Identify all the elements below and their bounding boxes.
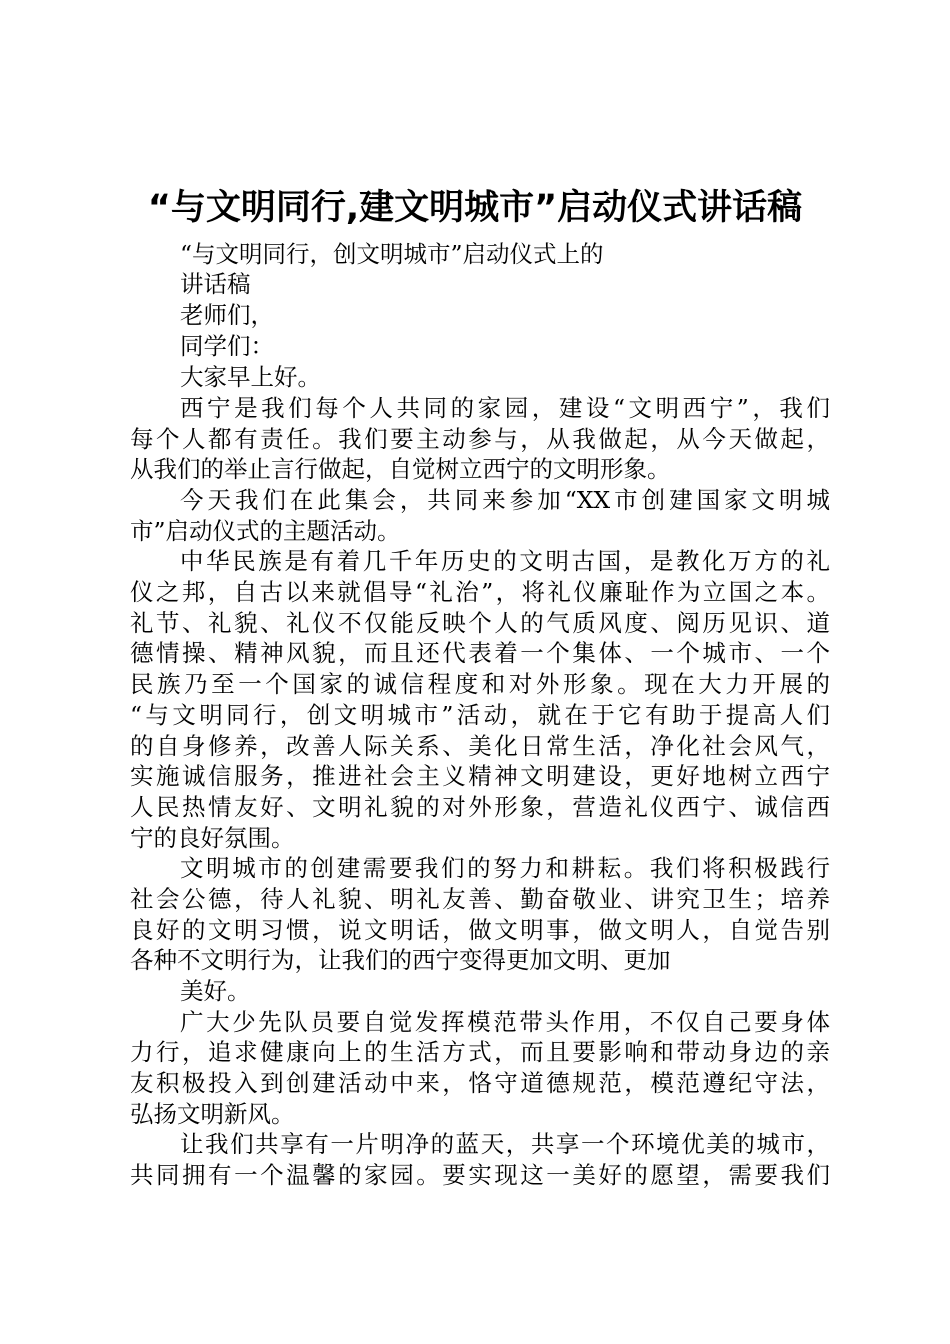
text-line: 人民热情友好、文明礼貌的对外形象，营造礼仪西宁、诚信西: [130, 793, 830, 821]
text-line: 中华民族是有着几千年历史的文明古国，是教化万方的礼: [180, 547, 830, 575]
text-line: 宁的良好氛围。: [130, 824, 295, 852]
text-line: 文明城市的创建需要我们的努力和耕耘。我们将积极践行: [180, 854, 830, 882]
text-line: 广大少先队员要自觉发挥模范带头作用，不仅自己要身体: [180, 1008, 830, 1036]
text-line: 每个人都有责任。我们要主动参与，从我做起，从今天做起，: [130, 425, 830, 453]
document-title: “与文明同行,建文明城市”启动仪式讲话稿: [147, 188, 803, 228]
text-line: “与文明同行，创文明城市”活动，就在于它有助于提高人们: [130, 701, 830, 729]
text-line: 仪之邦，自古以来就倡导“礼治”，将礼仪廉耻作为立国之本。: [130, 578, 830, 606]
text-line: 弘扬文明新风。: [130, 1100, 295, 1128]
text-line: 共同拥有一个温馨的家园。要实现这一美好的愿望，需要我们: [130, 1161, 830, 1189]
text-line: 大家早上好。: [180, 363, 321, 391]
text-line: 礼节、礼貌、礼仪不仅能反映个人的气质风度、阅历见识、道: [130, 609, 830, 637]
text-line: 今天我们在此集会，共同来参加“XX市创建国家文明城: [180, 486, 830, 514]
text-line: 西宁是我们每个人共同的家园，建设“文明西宁”，我们: [180, 394, 830, 422]
text-line: 同学们：: [180, 332, 274, 360]
text-line: 力行，追求健康向上的生活方式，而且要影响和带动身边的亲: [130, 1038, 830, 1066]
text-line: “与文明同行，创文明城市”启动仪式上的: [180, 240, 604, 268]
text-line: 良好的文明习惯，说文明话，做文明事，做文明人，自觉告别: [130, 916, 830, 944]
text-line: 民族乃至一个国家的诚信程度和对外形象。现在大力开展的: [130, 670, 830, 698]
text-line: 实施诚信服务，推进社会主义精神文明建设，更好地树立西宁: [130, 762, 830, 790]
text-line: 让我们共享有一片明净的蓝天，共享一个环境优美的城市，: [180, 1130, 830, 1158]
text-line: 讲话稿: [180, 270, 251, 298]
text-line: 友积极投入到创建活动中来，恪守道德规范，模范遵纪守法，: [130, 1069, 830, 1097]
text-line: 社会公德，待人礼貌、明礼友善、勤奋敬业、讲究卫生；培养: [130, 885, 830, 913]
text-line: 美好。: [180, 977, 251, 1005]
text-line: 德情操、精神风貌，而且还代表着一个集体、一个城市、一个: [130, 639, 830, 667]
text-line: 各种不文明行为，让我们的西宁变得更加文明、更加: [130, 946, 671, 974]
text-line: 市”启动仪式的主题活动。: [130, 517, 401, 545]
text-line: 的自身修养，改善人际关系、美化日常生活，净化社会风气，: [130, 732, 830, 760]
text-line: 老师们，: [180, 301, 274, 329]
text-line: 从我们的举止言行做起，自觉树立西宁的文明形象。: [130, 455, 671, 483]
